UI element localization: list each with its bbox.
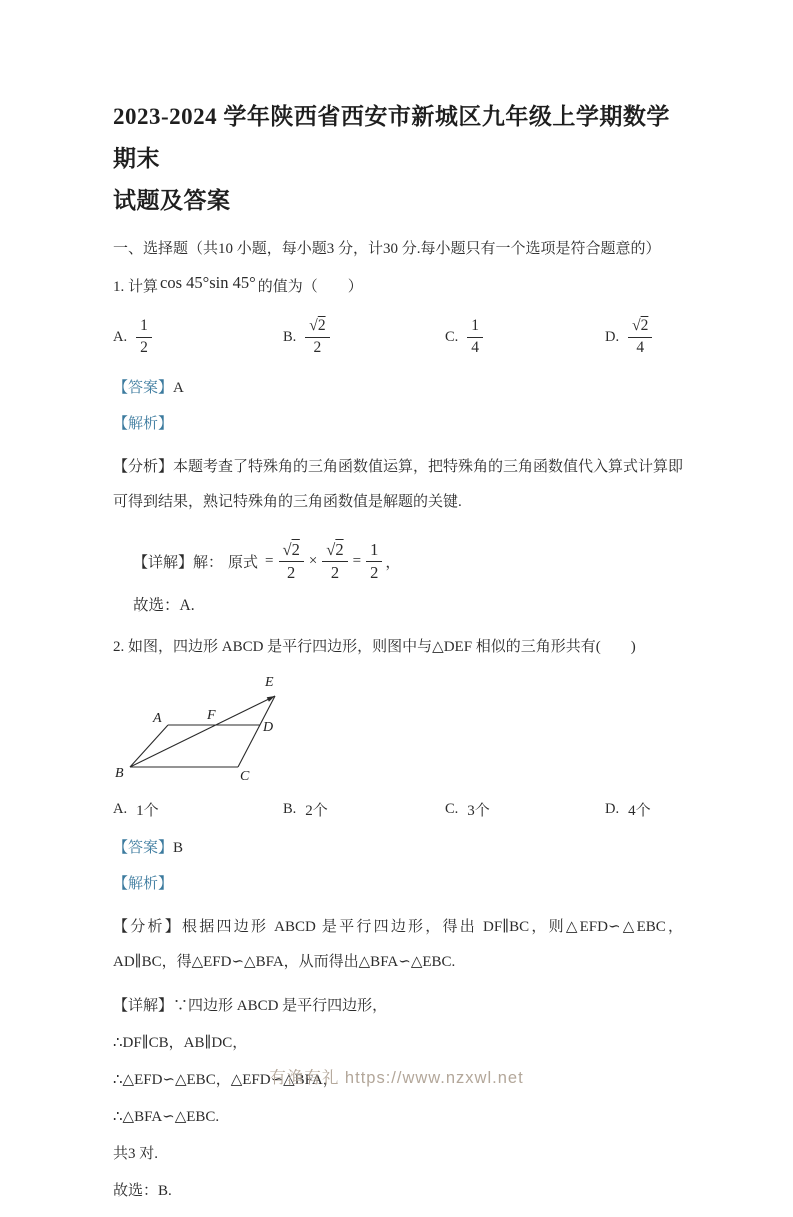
vertex-label-D: D [263,720,274,735]
q2-analysis: 【分析】根据四边形 ABCD 是平行四边形，得出 DF∥BC，则△EFD∽△EBC，AD∥BC，得△EFD∽△BFA，从而得出△BFA∽△EBC. [113,919,683,970]
q2-jiexi-line [113,874,683,895]
q1-eq-fraction2 [322,540,347,583]
fraction-denominator: 2 [313,338,322,356]
document-content [113,96,683,1217]
q1-option-a [113,317,283,357]
q2-option-d [605,799,683,820]
line-BFE [130,696,275,767]
q2-options-row [113,797,683,821]
equals-sign: = [265,552,274,569]
q1-option-c [445,317,605,357]
q1-option-b-fraction [305,317,329,357]
fraction-numerator [467,317,483,338]
q2-option-d-text: 4个 [628,802,651,819]
fraction-denominator: 2 [370,562,379,582]
equals-sign: = [352,552,362,569]
numerator-value: 1 [140,316,148,334]
multiply-sign: × [308,552,318,569]
numerator-value: 1 [471,316,480,334]
q2-option-c-text: 3个 [467,802,490,819]
q1-option-d [605,317,683,357]
q1-eq-fraction1 [279,540,304,583]
fraction-numerator [305,317,329,338]
vertex-label-A: A [153,711,162,726]
q1-jiexi-line [113,414,683,435]
fraction-denominator: 2 [140,338,148,356]
q1-eq-tail: ， [385,554,401,571]
vertex-label-E: E [265,675,274,690]
fraction-numerator [322,540,347,562]
q2-detail-line-6: 故选：B. [113,1183,172,1199]
q2-option-a-text: 1个 [136,802,159,819]
numerator-value: 1 [370,539,379,559]
document-title-line2: 试题及答案 [113,188,231,213]
q1-stem-post: 的值为（ ） [257,279,363,295]
q1-answer-tag: 【答案】 [113,380,174,396]
side-AB [130,725,168,767]
q2-option-b-text: 2个 [305,802,328,819]
q2-option-a-label: A. [113,800,128,817]
fraction-denominator: 4 [636,338,645,356]
q2-option-d-label: D. [605,800,620,817]
q1-stem-math: cos 45°sin 45° [160,273,256,292]
numerator-value: 2 [640,316,649,334]
q1-option-c-label: C. [445,328,459,345]
radical-sign: √ [282,539,292,559]
q1-option-a-label: A. [113,328,128,345]
numerator-value: 2 [335,539,344,559]
q1-number: 1. [113,279,125,295]
q2-detail-line-4: ∴△BFA∽△EBC. [113,1109,220,1125]
q1-conclusion: 故选：A. [133,597,195,614]
q1-option-d-label: D. [605,328,620,345]
fraction-denominator: 2 [287,562,296,582]
fraction-numerator [136,317,152,338]
radical-sign: √ [632,316,641,334]
vertex-label-B: B [115,766,124,781]
fraction-numerator [628,317,652,338]
q1-option-d-fraction [628,317,652,357]
q2-stem: 2. 如图，四边形 ABCD 是平行四边形，则图中与△DEF 相似的三角形共有( ) [113,639,636,655]
numerator-value: 2 [291,539,300,559]
q1-option-b [283,317,445,357]
q1-stem [113,275,683,298]
q2-option-a [113,799,283,820]
q1-answer-line [113,378,683,399]
q1-stem-pre: 计算 [128,279,159,295]
q1-option-c-fraction [467,317,483,357]
site-watermark: 有渔有礼 https://www.nzxwl.net [269,1069,524,1087]
q2-figure [113,673,683,787]
q2-answer-tag: 【答案】 [113,840,174,856]
q1-detail-equation [133,535,683,587]
radical-sign: √ [326,539,336,559]
vertex-label-C: C [240,769,250,784]
q2-option-c-label: C. [445,800,459,817]
q2-detail-line-5: 共3 对. [113,1146,159,1162]
document-title-line1: 2023-2024 学年陕西省西安市新城区九年级上学期数学期末 [113,104,670,171]
radical-sign: √ [309,316,318,334]
q1-option-a-fraction [136,317,152,357]
q1-analysis: 【分析】本题考查了特殊角的三角函数值运算，把特殊角的三角函数值代入算式计算即可得到结果，熟记特殊角的三角函数值是解题的关键. [113,459,684,510]
q2-option-b-label: B. [283,800,297,817]
q1-eq-fraction3 [366,540,382,583]
q2-detail-line-2: ∴DF∥CB，AB∥DC， [113,1035,248,1051]
q1-detail-label: 【详解】解： [133,554,224,571]
section-header: 一、选择题（共10 小题，每小题3 分，计30 分.每小题只有一个选项是符合题意的） [113,241,661,257]
fraction-denominator: 4 [471,338,480,356]
parallelogram-figure [113,673,293,787]
q1-option-b-label: B. [283,328,297,345]
q1-options-row [113,313,683,361]
q2-detail-line-1: 【详解】∵四边形 ABCD 是平行四边形， [113,998,388,1014]
fraction-numerator [279,540,304,562]
fraction-numerator [366,540,382,562]
q1-eq-lhs: 原式 [228,554,259,571]
q2-jiexi-tag: 【解析】 [113,876,174,892]
q2-option-b [283,799,445,820]
q2-option-c [445,799,605,820]
q2-answer-line [113,838,683,859]
q2-detail-line-3: ∴△EFD∽△EBC，△EFD∽△BFA， [113,1072,338,1088]
vertex-label-F: F [207,708,216,723]
numerator-value: 2 [317,316,326,334]
q2-answer-value: B [173,840,184,856]
q1-answer-value: A [173,380,184,396]
q1-jiexi-tag: 【解析】 [113,416,174,432]
fraction-denominator: 2 [330,562,340,582]
